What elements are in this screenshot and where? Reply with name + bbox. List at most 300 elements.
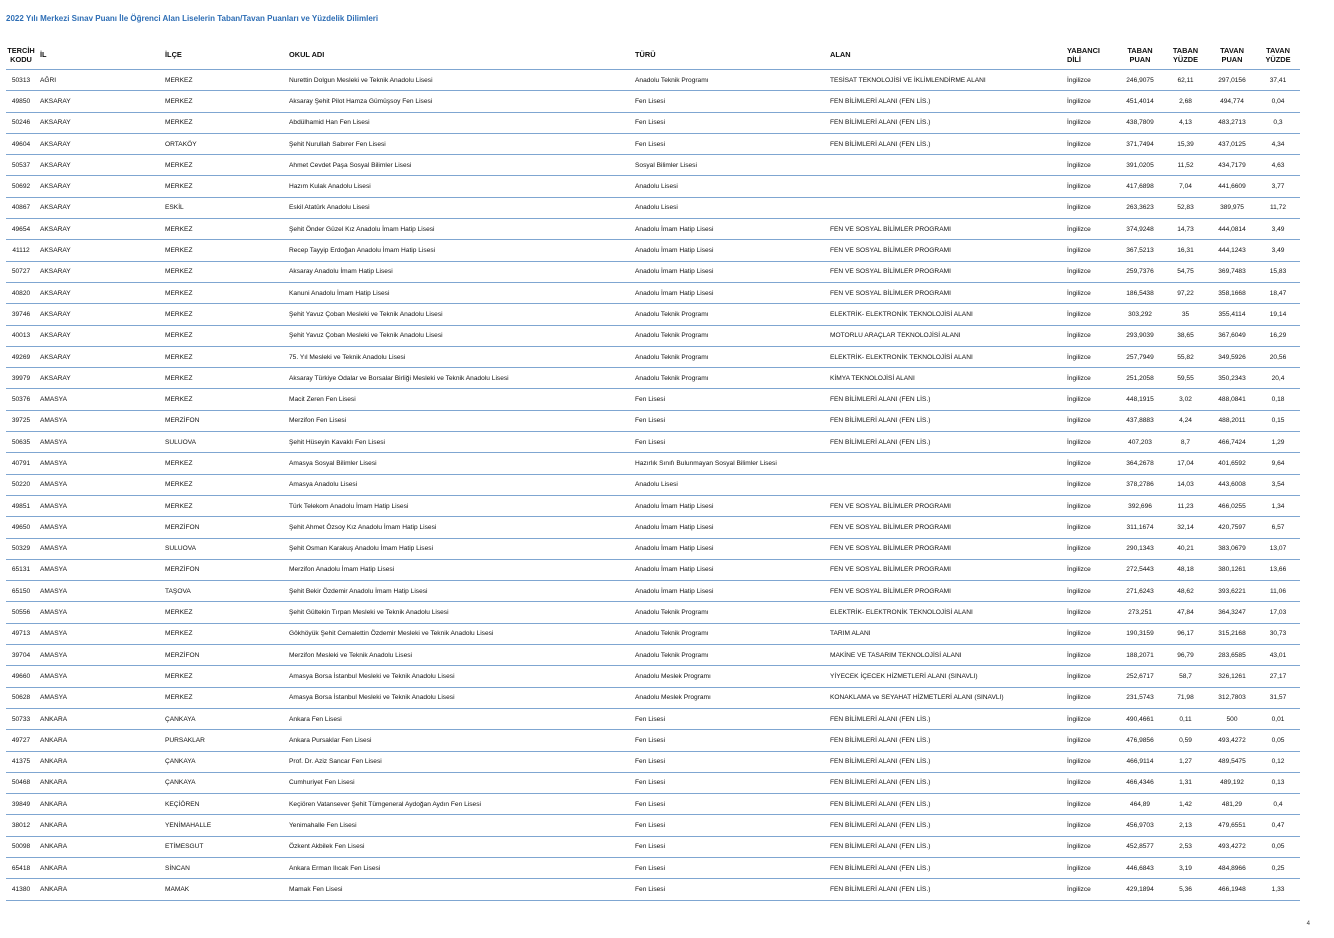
header-il: İL bbox=[36, 40, 165, 70]
cell-tavan-puan: 380,1261 bbox=[1208, 559, 1256, 580]
table-row bbox=[6, 879, 1300, 900]
header-taban-puan: TABAN PUAN bbox=[1117, 40, 1163, 70]
header-taban-yuzde: TABAN YÜZDE bbox=[1163, 40, 1208, 70]
cell-ilce: MERKEZ bbox=[165, 602, 289, 623]
cell-taban-puan: 190,3159 bbox=[1117, 623, 1163, 644]
cell-okul-adi: Şehit Gültekin Tırpan Mesleki ve Teknik Anadolu Lisesi bbox=[289, 602, 635, 623]
cell-il: AMASYA bbox=[36, 602, 165, 623]
cell-tercih-kodu: 50635 bbox=[6, 432, 36, 453]
cell-alan: TESİSAT TEKNOLOJİSİ VE İKLİMLENDİRME ALANI bbox=[830, 70, 1067, 91]
header-ilce: İLÇE bbox=[165, 40, 289, 70]
cell-okul-adi: 75. Yıl Mesleki ve Teknik Anadolu Lisesi bbox=[289, 346, 635, 367]
cell-taban-yuzde: 11,52 bbox=[1163, 155, 1208, 176]
cell-taban-yuzde: 58,7 bbox=[1163, 666, 1208, 687]
cell-taban-yuzde: 11,23 bbox=[1163, 495, 1208, 516]
cell-tavan-yuzde: 0,4 bbox=[1256, 794, 1300, 815]
cell-turu: Fen Lisesi bbox=[635, 857, 830, 878]
cell-taban-puan: 438,7809 bbox=[1117, 112, 1163, 133]
cell-tercih-kodu: 50246 bbox=[6, 112, 36, 133]
cell-tercih-kodu: 50537 bbox=[6, 155, 36, 176]
cell-taban-puan: 251,2058 bbox=[1117, 368, 1163, 389]
cell-il: AMASYA bbox=[36, 623, 165, 644]
cell-taban-puan: 464,89 bbox=[1117, 794, 1163, 815]
cell-ilce: MERKEZ bbox=[165, 155, 289, 176]
cell-alan bbox=[830, 453, 1067, 474]
cell-taban-yuzde: 32,14 bbox=[1163, 517, 1208, 538]
cell-tavan-yuzde: 3,77 bbox=[1256, 176, 1300, 197]
cell-okul-adi: Şehit Ahmet Özsoy Kız Anadolu İmam Hatip Lisesi bbox=[289, 517, 635, 538]
cell-tavan-yuzde: 27,17 bbox=[1256, 666, 1300, 687]
table-row bbox=[6, 517, 1300, 538]
cell-tavan-puan: 493,4272 bbox=[1208, 836, 1256, 857]
cell-il: ANKARA bbox=[36, 772, 165, 793]
cell-tercih-kodu: 41380 bbox=[6, 879, 36, 900]
table-row bbox=[6, 857, 1300, 878]
cell-ilce: MERKEZ bbox=[165, 240, 289, 261]
cell-il: AKSARAY bbox=[36, 112, 165, 133]
cell-yabanci-dili: İngilizce bbox=[1067, 495, 1117, 516]
cell-turu: Anadolu İmam Hatip Lisesi bbox=[635, 219, 830, 240]
cell-yabanci-dili: İngilizce bbox=[1067, 133, 1117, 154]
cell-tavan-puan: 441,6609 bbox=[1208, 176, 1256, 197]
cell-tercih-kodu: 50098 bbox=[6, 836, 36, 857]
cell-alan: FEN BİLİMLERİ ALANI (FEN LİS.) bbox=[830, 794, 1067, 815]
cell-ilce: MERKEZ bbox=[165, 219, 289, 240]
cell-il: AMASYA bbox=[36, 410, 165, 431]
cell-tavan-puan: 434,7179 bbox=[1208, 155, 1256, 176]
cell-il: ANKARA bbox=[36, 857, 165, 878]
cell-yabanci-dili: İngilizce bbox=[1067, 453, 1117, 474]
cell-okul-adi: Keçiören Vatansever Şehit Tümgeneral Aydoğan Aydın Fen Lisesi bbox=[289, 794, 635, 815]
table-row bbox=[6, 453, 1300, 474]
cell-turu: Fen Lisesi bbox=[635, 836, 830, 857]
cell-turu: Fen Lisesi bbox=[635, 708, 830, 729]
cell-ilce: MERKEZ bbox=[165, 346, 289, 367]
cell-taban-yuzde: 40,21 bbox=[1163, 538, 1208, 559]
cell-taban-puan: 271,6243 bbox=[1117, 581, 1163, 602]
cell-turu: Anadolu Teknik Programı bbox=[635, 368, 830, 389]
cell-tavan-puan: 349,5926 bbox=[1208, 346, 1256, 367]
cell-taban-puan: 311,1674 bbox=[1117, 517, 1163, 538]
table-row bbox=[6, 836, 1300, 857]
cell-turu: Hazırlık Sınıfı Bulunmayan Sosyal Bilimler Lisesi bbox=[635, 453, 830, 474]
cell-tavan-yuzde: 3,49 bbox=[1256, 219, 1300, 240]
cell-tercih-kodu: 50727 bbox=[6, 261, 36, 282]
cell-tercih-kodu: 50556 bbox=[6, 602, 36, 623]
cell-turu: Fen Lisesi bbox=[635, 794, 830, 815]
cell-ilce: MERKEZ bbox=[165, 623, 289, 644]
cell-il: AMASYA bbox=[36, 474, 165, 495]
cell-okul-adi: Amasya Borsa İstanbul Mesleki ve Teknik Anadolu Lisesi bbox=[289, 666, 635, 687]
cell-tavan-puan: 489,5475 bbox=[1208, 751, 1256, 772]
cell-turu: Anadolu Teknik Programı bbox=[635, 304, 830, 325]
cell-tavan-puan: 367,6049 bbox=[1208, 325, 1256, 346]
cell-alan: ELEKTRİK- ELEKTRONİK TEKNOLOJİSİ ALANI bbox=[830, 304, 1067, 325]
cell-tavan-yuzde: 37,41 bbox=[1256, 70, 1300, 91]
cell-alan: FEN VE SOSYAL BİLİMLER PROGRAMI bbox=[830, 581, 1067, 602]
cell-alan: FEN VE SOSYAL BİLİMLER PROGRAMI bbox=[830, 517, 1067, 538]
cell-alan: FEN BİLİMLERİ ALANI (FEN LİS.) bbox=[830, 410, 1067, 431]
cell-il: AKSARAY bbox=[36, 282, 165, 303]
cell-ilce: ÇANKAYA bbox=[165, 772, 289, 793]
cell-taban-puan: 263,3623 bbox=[1117, 197, 1163, 218]
cell-taban-puan: 417,6898 bbox=[1117, 176, 1163, 197]
cell-tavan-puan: 479,6551 bbox=[1208, 815, 1256, 836]
cell-okul-adi: Özkent Akbilek Fen Lisesi bbox=[289, 836, 635, 857]
cell-il: AKSARAY bbox=[36, 219, 165, 240]
cell-tavan-puan: 500 bbox=[1208, 708, 1256, 729]
cell-yabanci-dili: İngilizce bbox=[1067, 282, 1117, 303]
cell-yabanci-dili: İngilizce bbox=[1067, 197, 1117, 218]
cell-taban-yuzde: 48,18 bbox=[1163, 559, 1208, 580]
cell-okul-adi: Şehit Yavuz Çoban Mesleki ve Teknik Anadolu Lisesi bbox=[289, 325, 635, 346]
cell-tavan-puan: 420,7597 bbox=[1208, 517, 1256, 538]
cell-yabanci-dili: İngilizce bbox=[1067, 687, 1117, 708]
cell-tavan-yuzde: 0,25 bbox=[1256, 857, 1300, 878]
cell-ilce: MERZİFON bbox=[165, 410, 289, 431]
table-row bbox=[6, 155, 1300, 176]
table-row bbox=[6, 474, 1300, 495]
cell-tavan-yuzde: 13,66 bbox=[1256, 559, 1300, 580]
cell-alan: FEN BİLİMLERİ ALANI (FEN LİS.) bbox=[830, 708, 1067, 729]
cell-taban-puan: 259,7376 bbox=[1117, 261, 1163, 282]
cell-turu: Sosyal Bilimler Lisesi bbox=[635, 155, 830, 176]
cell-okul-adi: Prof. Dr. Aziz Sancar Fen Lisesi bbox=[289, 751, 635, 772]
cell-turu: Anadolu Meslek Programı bbox=[635, 666, 830, 687]
cell-taban-puan: 451,4014 bbox=[1117, 91, 1163, 112]
cell-taban-yuzde: 54,75 bbox=[1163, 261, 1208, 282]
cell-okul-adi: Aksaray Türkiye Odalar ve Borsalar Birliği Mesleki ve Teknik Anadolu Lisesi bbox=[289, 368, 635, 389]
cell-tavan-puan: 364,3247 bbox=[1208, 602, 1256, 623]
cell-taban-yuzde: 14,03 bbox=[1163, 474, 1208, 495]
cell-alan: KONAKLAMA ve SEYAHAT HİZMETLERİ ALANI (SINAVLI) bbox=[830, 687, 1067, 708]
cell-tercih-kodu: 49660 bbox=[6, 666, 36, 687]
cell-tavan-puan: 315,2168 bbox=[1208, 623, 1256, 644]
cell-tavan-yuzde: 18,47 bbox=[1256, 282, 1300, 303]
cell-il: AKSARAY bbox=[36, 176, 165, 197]
cell-il: AKSARAY bbox=[36, 346, 165, 367]
cell-turu: Fen Lisesi bbox=[635, 432, 830, 453]
cell-taban-yuzde: 48,62 bbox=[1163, 581, 1208, 602]
cell-taban-puan: 371,7494 bbox=[1117, 133, 1163, 154]
cell-turu: Anadolu İmam Hatip Lisesi bbox=[635, 282, 830, 303]
table-row bbox=[6, 176, 1300, 197]
cell-okul-adi: Şehit Yavuz Çoban Mesleki ve Teknik Anadolu Lisesi bbox=[289, 304, 635, 325]
cell-yabanci-dili: İngilizce bbox=[1067, 794, 1117, 815]
cell-tavan-yuzde: 4,63 bbox=[1256, 155, 1300, 176]
cell-alan: KİMYA TEKNOLOJİSİ ALANI bbox=[830, 368, 1067, 389]
table-row bbox=[6, 282, 1300, 303]
table-row bbox=[6, 432, 1300, 453]
cell-ilce: MERKEZ bbox=[165, 91, 289, 112]
cell-ilce: MERKEZ bbox=[165, 666, 289, 687]
table-row bbox=[6, 368, 1300, 389]
table-row bbox=[6, 91, 1300, 112]
cell-yabanci-dili: İngilizce bbox=[1067, 857, 1117, 878]
cell-yabanci-dili: İngilizce bbox=[1067, 70, 1117, 91]
cell-yabanci-dili: İngilizce bbox=[1067, 645, 1117, 666]
cell-turu: Anadolu İmam Hatip Lisesi bbox=[635, 495, 830, 516]
cell-turu: Fen Lisesi bbox=[635, 91, 830, 112]
cell-okul-adi: Amasya Sosyal Bilimler Lisesi bbox=[289, 453, 635, 474]
cell-alan: MOTORLU ARAÇLAR TEKNOLOJİSİ ALANI bbox=[830, 325, 1067, 346]
cell-okul-adi: Amasya Borsa İstanbul Mesleki ve Teknik Anadolu Lisesi bbox=[289, 687, 635, 708]
cell-tavan-yuzde: 0,05 bbox=[1256, 836, 1300, 857]
cell-il: AKSARAY bbox=[36, 197, 165, 218]
cell-okul-adi: Abdülhamid Han Fen Lisesi bbox=[289, 112, 635, 133]
cell-okul-adi: Aksaray Anadolu İmam Hatip Lisesi bbox=[289, 261, 635, 282]
cell-yabanci-dili: İngilizce bbox=[1067, 474, 1117, 495]
cell-yabanci-dili: İngilizce bbox=[1067, 304, 1117, 325]
cell-il: AKSARAY bbox=[36, 133, 165, 154]
cell-turu: Anadolu İmam Hatip Lisesi bbox=[635, 581, 830, 602]
cell-taban-yuzde: 1,27 bbox=[1163, 751, 1208, 772]
cell-okul-adi: Türk Telekom Anadolu İmam Hatip Lisesi bbox=[289, 495, 635, 516]
table-row bbox=[6, 389, 1300, 410]
table-body bbox=[6, 70, 1300, 901]
cell-ilce: MERZİFON bbox=[165, 517, 289, 538]
cell-tavan-yuzde: 11,06 bbox=[1256, 581, 1300, 602]
cell-tavan-puan: 401,6592 bbox=[1208, 453, 1256, 474]
cell-okul-adi: Ahmet Cevdet Paşa Sosyal Bilimler Lisesi bbox=[289, 155, 635, 176]
cell-tavan-puan: 312,7803 bbox=[1208, 687, 1256, 708]
cell-tavan-puan: 488,0841 bbox=[1208, 389, 1256, 410]
cell-taban-puan: 391,0205 bbox=[1117, 155, 1163, 176]
cell-taban-puan: 367,5213 bbox=[1117, 240, 1163, 261]
cell-yabanci-dili: İngilizce bbox=[1067, 751, 1117, 772]
cell-tavan-yuzde: 0,04 bbox=[1256, 91, 1300, 112]
cell-tercih-kodu: 50376 bbox=[6, 389, 36, 410]
table-row bbox=[6, 304, 1300, 325]
cell-il: AMASYA bbox=[36, 559, 165, 580]
cell-okul-adi: Şehit Önder Güzel Kız Anadolu İmam Hatip Lisesi bbox=[289, 219, 635, 240]
cell-turu: Anadolu Meslek Programı bbox=[635, 687, 830, 708]
cell-alan: YİYECEK İÇECEK HİZMETLERİ ALANI (SINAVLI) bbox=[830, 666, 1067, 687]
cell-taban-yuzde: 96,79 bbox=[1163, 645, 1208, 666]
cell-yabanci-dili: İngilizce bbox=[1067, 602, 1117, 623]
cell-alan bbox=[830, 155, 1067, 176]
cell-turu: Anadolu Lisesi bbox=[635, 474, 830, 495]
cell-ilce: YENİMAHALLE bbox=[165, 815, 289, 836]
cell-taban-yuzde: 2,53 bbox=[1163, 836, 1208, 857]
cell-taban-puan: 257,7949 bbox=[1117, 346, 1163, 367]
cell-alan: FEN BİLİMLERİ ALANI (FEN LİS.) bbox=[830, 432, 1067, 453]
cell-tavan-yuzde: 0,01 bbox=[1256, 708, 1300, 729]
cell-taban-yuzde: 71,98 bbox=[1163, 687, 1208, 708]
cell-turu: Anadolu Teknik Programı bbox=[635, 346, 830, 367]
cell-tavan-puan: 297,0156 bbox=[1208, 70, 1256, 91]
table-row bbox=[6, 751, 1300, 772]
cell-tercih-kodu: 65150 bbox=[6, 581, 36, 602]
cell-ilce: ÇANKAYA bbox=[165, 751, 289, 772]
cell-tavan-yuzde: 30,73 bbox=[1256, 623, 1300, 644]
cell-yabanci-dili: İngilizce bbox=[1067, 666, 1117, 687]
cell-tercih-kodu: 50313 bbox=[6, 70, 36, 91]
cell-alan: FEN BİLİMLERİ ALANI (FEN LİS.) bbox=[830, 133, 1067, 154]
cell-taban-puan: 188,2071 bbox=[1117, 645, 1163, 666]
cell-turu: Anadolu Teknik Programı bbox=[635, 325, 830, 346]
table-row bbox=[6, 794, 1300, 815]
cell-tavan-puan: 483,2713 bbox=[1208, 112, 1256, 133]
cell-ilce: ETİMESGUT bbox=[165, 836, 289, 857]
cell-il: ANKARA bbox=[36, 879, 165, 900]
cell-tavan-puan: 489,192 bbox=[1208, 772, 1256, 793]
cell-tavan-yuzde: 9,64 bbox=[1256, 453, 1300, 474]
cell-taban-puan: 476,9856 bbox=[1117, 730, 1163, 751]
cell-alan: FEN VE SOSYAL BİLİMLER PROGRAMI bbox=[830, 261, 1067, 282]
cell-tercih-kodu: 39704 bbox=[6, 645, 36, 666]
cell-tercih-kodu: 65131 bbox=[6, 559, 36, 580]
cell-taban-yuzde: 59,55 bbox=[1163, 368, 1208, 389]
cell-tavan-puan: 355,4114 bbox=[1208, 304, 1256, 325]
table-row bbox=[6, 495, 1300, 516]
cell-alan: FEN VE SOSYAL BİLİMLER PROGRAMI bbox=[830, 282, 1067, 303]
cell-okul-adi: Ankara Pursaklar Fen Lisesi bbox=[289, 730, 635, 751]
cell-tavan-puan: 494,774 bbox=[1208, 91, 1256, 112]
cell-tavan-puan: 326,1261 bbox=[1208, 666, 1256, 687]
cell-okul-adi: Şehit Bekir Özdemir Anadolu İmam Hatip Lisesi bbox=[289, 581, 635, 602]
cell-tavan-yuzde: 6,57 bbox=[1256, 517, 1300, 538]
cell-alan: FEN VE SOSYAL BİLİMLER PROGRAMI bbox=[830, 559, 1067, 580]
cell-okul-adi: Merzifon Fen Lisesi bbox=[289, 410, 635, 431]
cell-ilce: SULUOVA bbox=[165, 538, 289, 559]
cell-turu: Anadolu Lisesi bbox=[635, 176, 830, 197]
cell-okul-adi: Ankara Erman Ilıcak Fen Lisesi bbox=[289, 857, 635, 878]
document-title: 2022 Yılı Merkezi Sınav Puanı İle Öğrenci Alan Liselerin Taban/Tavan Puanları ve Yüzdelik Dilimleri bbox=[6, 14, 379, 23]
cell-yabanci-dili: İngilizce bbox=[1067, 410, 1117, 431]
cell-okul-adi: Şehit Hüseyin Kavaklı Fen Lisesi bbox=[289, 432, 635, 453]
cell-il: ANKARA bbox=[36, 708, 165, 729]
cell-taban-yuzde: 0,59 bbox=[1163, 730, 1208, 751]
cell-tavan-yuzde: 1,29 bbox=[1256, 432, 1300, 453]
cell-taban-puan: 448,1915 bbox=[1117, 389, 1163, 410]
table-row bbox=[6, 730, 1300, 751]
cell-taban-yuzde: 35 bbox=[1163, 304, 1208, 325]
cell-taban-yuzde: 8,7 bbox=[1163, 432, 1208, 453]
cell-okul-adi: Şehit Osman Karakuş Anadolu İmam Hatip Lisesi bbox=[289, 538, 635, 559]
cell-alan: FEN BİLİMLERİ ALANI (FEN LİS.) bbox=[830, 772, 1067, 793]
cell-tavan-puan: 437,0125 bbox=[1208, 133, 1256, 154]
cell-alan bbox=[830, 176, 1067, 197]
cell-yabanci-dili: İngilizce bbox=[1067, 559, 1117, 580]
cell-tercih-kodu: 49269 bbox=[6, 346, 36, 367]
cell-tavan-yuzde: 3,54 bbox=[1256, 474, 1300, 495]
cell-tavan-yuzde: 4,34 bbox=[1256, 133, 1300, 154]
cell-okul-adi: Macit Zeren Fen Lisesi bbox=[289, 389, 635, 410]
cell-ilce: SİNCAN bbox=[165, 857, 289, 878]
cell-taban-puan: 437,8883 bbox=[1117, 410, 1163, 431]
cell-taban-yuzde: 4,13 bbox=[1163, 112, 1208, 133]
cell-il: AMASYA bbox=[36, 645, 165, 666]
table-row bbox=[6, 346, 1300, 367]
cell-taban-yuzde: 7,04 bbox=[1163, 176, 1208, 197]
cell-tavan-yuzde: 1,33 bbox=[1256, 879, 1300, 900]
cell-turu: Anadolu Teknik Programı bbox=[635, 645, 830, 666]
cell-tavan-yuzde: 1,34 bbox=[1256, 495, 1300, 516]
cell-il: AMASYA bbox=[36, 453, 165, 474]
cell-taban-yuzde: 1,42 bbox=[1163, 794, 1208, 815]
cell-okul-adi: Recep Tayyip Erdoğan Anadolu İmam Hatip Lisesi bbox=[289, 240, 635, 261]
cell-il: AMASYA bbox=[36, 495, 165, 516]
cell-turu: Anadolu İmam Hatip Lisesi bbox=[635, 240, 830, 261]
cell-yabanci-dili: İngilizce bbox=[1067, 91, 1117, 112]
cell-alan: FEN VE SOSYAL BİLİMLER PROGRAMI bbox=[830, 538, 1067, 559]
cell-tavan-puan: 466,1948 bbox=[1208, 879, 1256, 900]
cell-turu: Anadolu İmam Hatip Lisesi bbox=[635, 261, 830, 282]
cell-taban-yuzde: 38,65 bbox=[1163, 325, 1208, 346]
cell-yabanci-dili: İngilizce bbox=[1067, 389, 1117, 410]
cell-tercih-kodu: 38012 bbox=[6, 815, 36, 836]
cell-taban-yuzde: 97,22 bbox=[1163, 282, 1208, 303]
cell-tercih-kodu: 49650 bbox=[6, 517, 36, 538]
cell-turu: Anadolu Teknik Programı bbox=[635, 70, 830, 91]
cell-yabanci-dili: İngilizce bbox=[1067, 836, 1117, 857]
cell-okul-adi: Gökhöyük Şehit Cemalettin Özdemir Mesleki ve Teknik Anadolu Lisesi bbox=[289, 623, 635, 644]
cell-tavan-yuzde: 13,07 bbox=[1256, 538, 1300, 559]
cell-il: AKSARAY bbox=[36, 325, 165, 346]
cell-okul-adi: Aksaray Şehit Pilot Hamza Gümüşsoy Fen Lisesi bbox=[289, 91, 635, 112]
cell-turu: Fen Lisesi bbox=[635, 730, 830, 751]
cell-taban-yuzde: 1,31 bbox=[1163, 772, 1208, 793]
table-row bbox=[6, 112, 1300, 133]
cell-il: ANKARA bbox=[36, 730, 165, 751]
header-turu: TÜRÜ bbox=[635, 40, 830, 70]
table-row bbox=[6, 197, 1300, 218]
cell-tavan-yuzde: 0,13 bbox=[1256, 772, 1300, 793]
cell-taban-puan: 466,4346 bbox=[1117, 772, 1163, 793]
cell-tavan-yuzde: 15,83 bbox=[1256, 261, 1300, 282]
cell-okul-adi: Eskil Atatürk Anadolu Lisesi bbox=[289, 197, 635, 218]
cell-alan: ELEKTRİK- ELEKTRONİK TEKNOLOJİSİ ALANI bbox=[830, 346, 1067, 367]
cell-okul-adi: Amasya Anadolu Lisesi bbox=[289, 474, 635, 495]
cell-tercih-kodu: 49851 bbox=[6, 495, 36, 516]
cell-tavan-puan: 466,0255 bbox=[1208, 495, 1256, 516]
cell-yabanci-dili: İngilizce bbox=[1067, 772, 1117, 793]
cell-il: ANKARA bbox=[36, 794, 165, 815]
table-row bbox=[6, 133, 1300, 154]
cell-taban-puan: 407,203 bbox=[1117, 432, 1163, 453]
scores-table bbox=[6, 40, 1300, 901]
cell-taban-yuzde: 62,11 bbox=[1163, 70, 1208, 91]
header-tavan-yuzde: TAVAN YÜZDE bbox=[1256, 40, 1300, 70]
cell-tavan-yuzde: 43,01 bbox=[1256, 645, 1300, 666]
cell-ilce: MERKEZ bbox=[165, 282, 289, 303]
header-tercih-kodu: TERCİH KODU bbox=[6, 40, 36, 70]
cell-tavan-puan: 484,8966 bbox=[1208, 857, 1256, 878]
cell-tercih-kodu: 49850 bbox=[6, 91, 36, 112]
cell-tavan-puan: 444,1243 bbox=[1208, 240, 1256, 261]
cell-alan: FEN BİLİMLERİ ALANI (FEN LİS.) bbox=[830, 815, 1067, 836]
cell-taban-yuzde: 55,82 bbox=[1163, 346, 1208, 367]
page-number: 4 bbox=[1306, 921, 1310, 927]
cell-okul-adi: Merzifon Mesleki ve Teknik Anadolu Lisesi bbox=[289, 645, 635, 666]
cell-il: AMASYA bbox=[36, 687, 165, 708]
cell-taban-yuzde: 2,13 bbox=[1163, 815, 1208, 836]
cell-tavan-puan: 369,7483 bbox=[1208, 261, 1256, 282]
cell-ilce: MERKEZ bbox=[165, 325, 289, 346]
cell-yabanci-dili: İngilizce bbox=[1067, 581, 1117, 602]
cell-il: AKSARAY bbox=[36, 91, 165, 112]
cell-taban-yuzde: 16,31 bbox=[1163, 240, 1208, 261]
cell-taban-puan: 186,5438 bbox=[1117, 282, 1163, 303]
cell-il: AKSARAY bbox=[36, 261, 165, 282]
cell-tavan-yuzde: 3,49 bbox=[1256, 240, 1300, 261]
cell-tercih-kodu: 40867 bbox=[6, 197, 36, 218]
cell-il: AKSARAY bbox=[36, 240, 165, 261]
cell-yabanci-dili: İngilizce bbox=[1067, 346, 1117, 367]
cell-taban-yuzde: 17,04 bbox=[1163, 453, 1208, 474]
cell-tavan-yuzde: 20,4 bbox=[1256, 368, 1300, 389]
